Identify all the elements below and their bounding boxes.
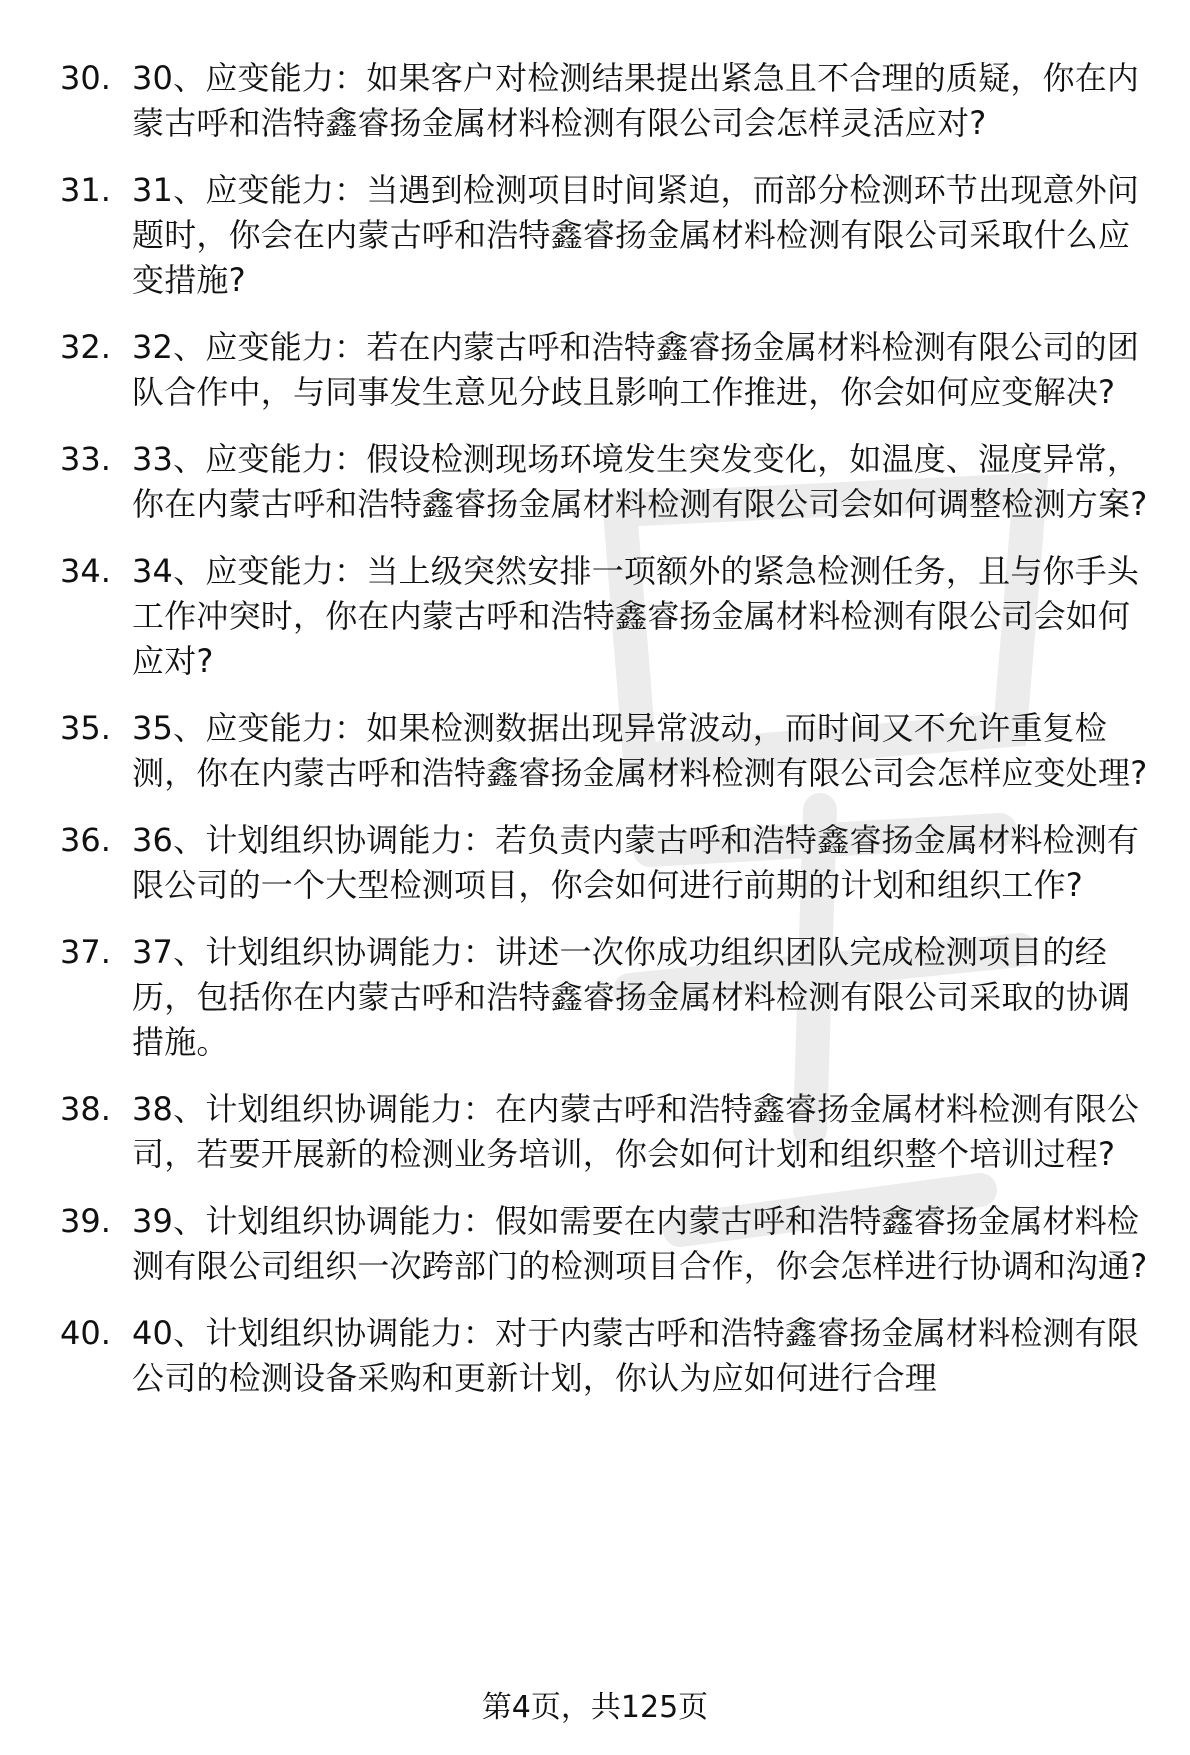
question-item-33 (60, 437, 1160, 527)
question-item-37 (60, 930, 1160, 1065)
question-item-35 (60, 706, 1160, 796)
question-number: 36. (60, 821, 111, 859)
question-number: 31. (60, 171, 111, 209)
question-item-40 (60, 1311, 1160, 1401)
question-text: 35、应变能力：如果检测数据出现异常波动，而时间又不允许重复检测，你在内蒙古呼和浩特鑫睿扬金属材料检测有限公司会怎样应变处理? (132, 709, 1148, 792)
question-number: 35. (60, 709, 111, 747)
question-number: 39. (60, 1202, 111, 1240)
question-item-39 (60, 1199, 1160, 1289)
question-number: 32. (60, 328, 111, 366)
question-number: 38. (60, 1090, 111, 1128)
question-text: 40、计划组织协调能力：对于内蒙古呼和浩特鑫睿扬金属材料检测有限公司的检测设备采购和更新计划，你认为应如何进行合理 (132, 1314, 1140, 1397)
question-number: 30. (60, 59, 111, 97)
question-text: 39、计划组织协调能力：假如需要在内蒙古呼和浩特鑫睿扬金属材料检测有限公司组织一次跨部门的检测项目合作，你会怎样进行协调和沟通? (132, 1202, 1148, 1285)
question-text: 37、计划组织协调能力：讲述一次你成功组织团队完成检测项目的经历，包括你在内蒙古呼和浩特鑫睿扬金属材料检测有限公司采取的协调措施。 (132, 933, 1131, 1061)
question-text: 31、应变能力：当遇到检测项目时间紧迫，而部分检测环节出现意外问题时，你会在内蒙古呼和浩特鑫睿扬金属材料检测有限公司采取什么应变措施? (132, 171, 1140, 299)
question-item-30 (60, 56, 1160, 146)
question-list (60, 56, 1160, 1423)
question-text: 32、应变能力：若在内蒙古呼和浩特鑫睿扬金属材料检测有限公司的团队合作中，与同事发生意见分歧且影响工作推进，你会如何应变解决? (132, 328, 1140, 411)
question-text: 36、计划组织协调能力：若负责内蒙古呼和浩特鑫睿扬金属材料检测有限公司的一个大型检测项目，你会如何进行前期的计划和组织工作? (132, 821, 1140, 904)
question-text: 38、计划组织协调能力：在内蒙古呼和浩特鑫睿扬金属材料检测有限公司，若要开展新的检测业务培训，你会如何计划和组织整个培训过程? (132, 1090, 1140, 1173)
question-number: 40. (60, 1314, 111, 1352)
question-number: 33. (60, 440, 111, 478)
page-number-footer: 第4页，共125页 (481, 1690, 709, 1725)
question-item-38 (60, 1087, 1160, 1177)
question-number: 34. (60, 552, 111, 590)
question-item-36 (60, 818, 1160, 908)
question-text: 34、应变能力：当上级突然安排一项额外的紧急检测任务，且与你手头工作冲突时，你在内蒙古呼和浩特鑫睿扬金属材料检测有限公司会如何应对? (132, 552, 1140, 680)
question-number: 37. (60, 933, 111, 971)
question-item-32 (60, 325, 1160, 415)
question-item-34 (60, 549, 1160, 684)
question-text: 33、应变能力：假设检测现场环境发生突发变化，如温度、湿度异常，你在内蒙古呼和浩特鑫睿扬金属材料检测有限公司会如何调整检测方案? (132, 440, 1148, 523)
question-text: 30、应变能力：如果客户对检测结果提出紧急且不合理的质疑，你在内蒙古呼和浩特鑫睿扬金属材料检测有限公司会怎样灵活应对? (132, 59, 1140, 142)
question-item-31 (60, 168, 1160, 303)
